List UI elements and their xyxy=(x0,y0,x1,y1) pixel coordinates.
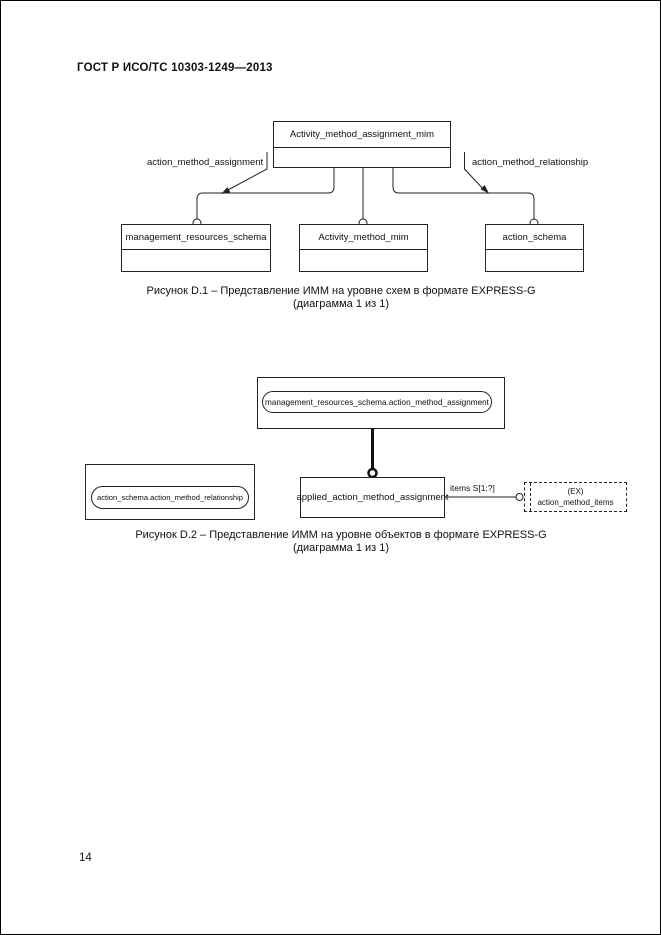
schema-box-action-schema xyxy=(485,224,584,272)
items-link-circle xyxy=(516,494,523,501)
link-left xyxy=(197,168,334,219)
figure-d1-caption-line2: (диаграмма 1 из 1) xyxy=(292,298,390,310)
schema-box-activity-method-assignment-mim xyxy=(273,121,451,168)
entity-box-action-method-items xyxy=(524,482,627,512)
figure-d2-caption-line2: (диаграмма 1 из 1) xyxy=(292,542,390,554)
page-reference-rect-top xyxy=(257,377,505,429)
schema-box-label: action_schema xyxy=(486,225,583,250)
schema-box-activity-method-mim xyxy=(299,224,428,272)
attribute-label-items: items S[1:?] xyxy=(450,483,495,493)
reference-label-action-method-assignment: action_method_assignment xyxy=(147,157,264,168)
figure-d1-caption-line1: Рисунок D.1 – Представление ИММ на уровне схем в формате EXPRESS-G xyxy=(146,285,536,297)
exbox-inner-divider xyxy=(530,483,531,511)
schema-box-label: Activity_method_mim xyxy=(300,225,427,250)
fig-d1-arrowheads xyxy=(221,185,489,194)
schema-box-label: Activity_method_assignment_mim xyxy=(274,122,450,148)
arrowhead-right xyxy=(481,185,490,194)
page-reference-label: management_resources_schema.action_method_assignment xyxy=(262,391,492,413)
reference-label-action-method-relationship: action_method_relationship xyxy=(472,157,589,168)
entity-box-applied-action-method-assignment: applied_action_method_assignment xyxy=(300,477,445,518)
page-number: 14 xyxy=(79,852,92,864)
exbox-tag: (EX) xyxy=(567,487,584,496)
document-header: ГОСТ Р ИСО/ТС 10303-1249—2013 xyxy=(77,62,273,74)
page-reference-rect-left xyxy=(85,464,255,520)
schema-box-label: management_resources_schema xyxy=(122,225,270,250)
thick-link-circle xyxy=(369,469,377,477)
link-right xyxy=(393,168,534,219)
exbox-label: action_method_items xyxy=(537,498,614,507)
arrowhead-left xyxy=(221,187,230,194)
figure-d2-caption-line1: Рисунок D.2 – Представление ИММ на уровне объектов в формате EXPRESS-G xyxy=(135,529,547,541)
schema-box-management-resources-schema xyxy=(121,224,271,272)
page-reference-label: action_schema.action_method_relationship xyxy=(91,486,249,509)
